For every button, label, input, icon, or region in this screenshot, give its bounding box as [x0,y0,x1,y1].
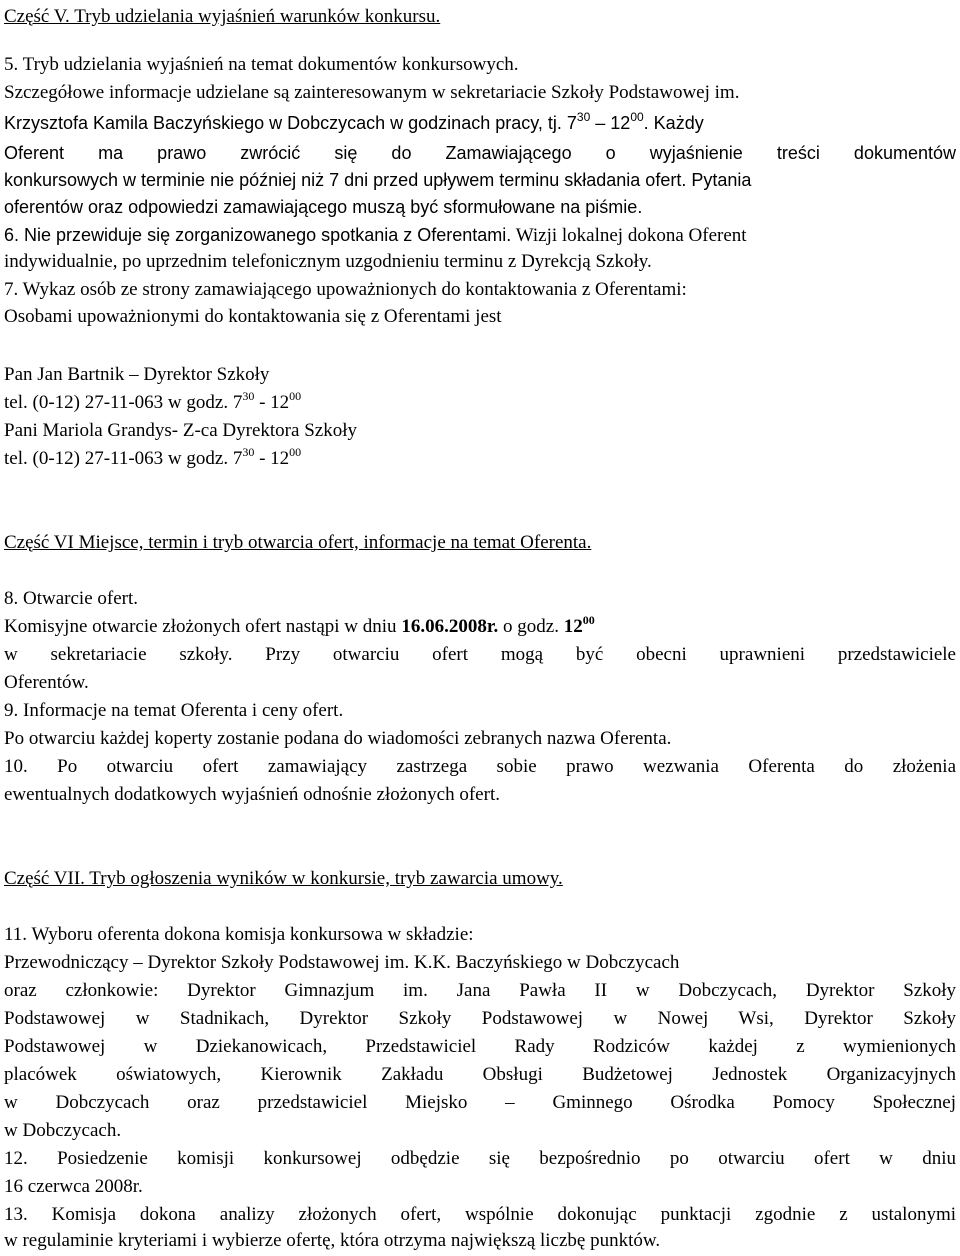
section7-line1: 7. Wykaz osób ze strony zamawiającego upoważnionych do kontaktowania z Oferentami: [4,279,687,300]
section5-line2: Krzysztofa Kamila Baczyńskiego w Dobczycach w godzinach pracy, tj. $7^{30} - 12^{00}$. Każdy [4,110,704,133]
section11-line2: oraz członkowie: Dyrektor Gimnazjum im. Jana Pawła II w Dobczycach, Dyrektor Szkoły [4,980,956,1001]
section13-line2: w regulaminie kryteriami i wybierze ofertę, która otrzyma największą liczbę punktów. [4,1230,661,1251]
section11-line5: placówek oświatowych, Kierownik Zakładu Obsługi Budżetowej Jednostek Organizacyjnych [4,1064,956,1085]
section8-line2: w sekretariacie szkoły. Przy otwarciu ofert mogą być obecni uprawnieni przedstawiciele [4,644,956,665]
section10-line2: ewentualnych dodatkowych wyjaśnień odnośnie złożonych ofert. [4,784,500,805]
section13-line1: 13. Komisja dokona analizy złożonych ofert, wspólnie dokonując punktacji zgodnie z ustalonymi [4,1204,956,1225]
contact2-name: Pani Mariola Grandys- Z-ca Dyrektora Szkoły [4,420,357,441]
section5-line4: konkursowych w terminie nie później niż 7 dni przed upływem terminu składania ofert. Pytania [4,170,752,190]
section5-line1: Szczegółowe informacje udzielane są zainteresowanym w sekretariacie Szkoły Podstawowej im. [4,82,740,103]
section8-line3: Oferentów. [4,672,89,693]
section12-line1: 12. Posiedzenie komisji konkursowej odbędzie się bezpośrednio po otwarciu ofert w dniu [4,1148,956,1169]
section11-line7: w Dobczycach. [4,1120,122,1141]
section8-title: 8. Otwarcie ofert. [4,588,138,609]
section5-line3: Oferent ma prawo zwrócić się do Zamawiającego o wyjaśnienie treści dokumentów [4,143,956,163]
section6-line2: indywidualnie, po uprzednim telefonicznym uzgodnieniu terminu z Dyrekcją Szkoły. [4,251,652,272]
section7-line2: Osobami upoważnionymi do kontaktowania się z Oferentami jest [4,306,502,327]
section11-line4: Podstawowej w Dziekanowicach, Przedstawiciel Rady Rodziców każdej z wymienionych [4,1036,956,1057]
part7-heading: Część VII. Tryb ogłoszenia wyników w konkursie, tryb zawarcia umowy. [4,868,563,889]
section6-line1: 6. Nie przewiduje się zorganizowanego spotkania z Oferentami. Wizji lokalnej dokona Oferent [4,225,747,246]
contact2-tel: tel. (0-12) 27-11-063 w godz. $7^{30} - 12^{00}$ [4,445,302,469]
part6-heading: Część VI Miejsce, termin i tryb otwarcia ofert, informacje na temat Oferenta. [4,532,592,553]
part5-heading: Część V. Tryb udzielania wyjaśnień warunków konkursu. [4,6,441,27]
section11-line3: Podstawowej w Stadnikach, Dyrektor Szkoły Podstawowej w Nowej Wsi, Dyrektor Szkoły [4,1008,956,1029]
section5-title: 5. Tryb udzielania wyjaśnień na temat dokumentów konkursowych. [4,54,519,75]
section11-line1: Przewodniczący – Dyrektor Szkoły Podstawowej im. K.K. Baczyńskiego w Dobczycach [4,952,680,973]
section8-line1: Komisyjne otwarcie złożonych ofert nastąpi w dniu 16.06.2008r. o godz. $12^{00}$ [4,613,595,637]
section9-title: 9. Informacje na temat Oferenta i ceny ofert. [4,700,344,721]
contact1-tel: tel. (0-12) 27-11-063 w godz. $7^{30} - 12^{00}$ [4,389,302,413]
section5-line5: oferentów oraz odpowiedzi zamawiającego muszą być sformułowane na piśmie. [4,197,643,217]
section11-title: 11. Wyboru oferenta dokona komisja konkursowa w składzie: [4,924,474,945]
section11-line6: w Dobczycach oraz przedstawiciel Miejsko – Gminnego Ośrodka Pomocy Społecznej [4,1092,956,1113]
section12-line2: 16 czerwca 2008r. [4,1176,143,1197]
section9-line1: Po otwarciu każdej koperty zostanie podana do wiadomości zebranych nazwa Oferenta. [4,728,672,749]
section10-line1: 10. Po otwarciu ofert zamawiający zastrzega sobie prawo wezwania Oferenta do złożenia [4,756,956,777]
contact1-name: Pan Jan Bartnik – Dyrektor Szkoły [4,364,270,385]
